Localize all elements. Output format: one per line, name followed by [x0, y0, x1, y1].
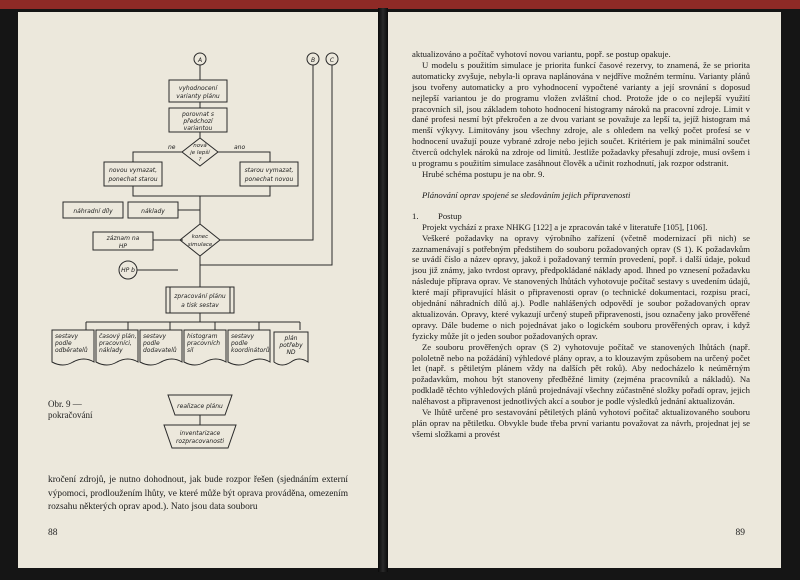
report-1-line-2: podle: [55, 340, 72, 347]
section-title: Plánování oprav spojené se sledováním jejich připravenosti: [422, 189, 631, 200]
inventory-line-2: rozpracovanosti: [175, 438, 225, 445]
inventory-line-1: inventarizace: [179, 430, 221, 437]
report-6-line-3: ND: [286, 349, 296, 356]
report-3-line-2: podle: [143, 340, 160, 347]
connector-a-label: A: [197, 57, 203, 64]
report-5-line-1: sestavy: [231, 333, 255, 340]
right-paragraph-7: Ve lhůtě určené pro sestavování pětiletých plánů vyhotoví počítač aktualizovaného souboru plán oprav na pětiletku. Obvykle bude třeba první variantu považovat za návrh, projednat jej se všemi složkami a provést: [412, 407, 750, 439]
connector-c-label: C: [329, 57, 335, 64]
right-paragraph-5: Veškeré požadavky na opravy výrobního zařízení (včetně modernizací při nich) se zaznamenávají s potřebným předstihem do souboru požadovaných oprav (S 1). K požadavkům se uvádí číslo a název opravy, jakož i požadovaný termín provedení, popř. i další údaje, pokud jsou již známy, jako tvrdost opravy, předpokládané náklady apod. Ihned po vznesení požadavku následuje příprava oprav. Ve stanovených lhůtách vyhotovuje počítač sestavy s uvedením údajů, které mají připravující hlásit o připravenosti oprav (o technické dokumentaci, rozpisu prací, objednání náhradních dílů aj.). Podle nahlášených odpovědí je soubor požadovaných oprav aktualizován. Opravy, které vykazují určený stupeň připravenosti, jsou označeny jako prověřené opravy. Dále budeme o nich pojednávat jako o logickém souboru prověřených oprav, i když fyzicky může jít o jeden soubor požadovaných oprav.: [412, 232, 750, 341]
left-body-text: [48, 474, 348, 515]
decision-end-simulation: [180, 224, 220, 256]
compare-line-2: předchozí: [183, 118, 213, 125]
report-4-line-3: sil: [187, 347, 194, 354]
compare-line-1: porovnat s: [181, 111, 215, 118]
report-3-line-3: dodavatelů: [143, 347, 177, 354]
process-plan-box: [166, 287, 234, 313]
caption-line-2: pokračování: [48, 410, 93, 420]
right-page: [388, 12, 781, 568]
left-paragraph: kročení zdrojů, je nutno dohodnout, jak bude rozpor řešen (sjednáním externí výpomoci, prodloužením lhůty, ve které může být oprava prováděna, omezením rozsahu některých oprav apod.). Nato jsou data souboru: [48, 475, 348, 512]
report-5-line-2: podle: [231, 340, 248, 347]
report-6-line-1: plán: [284, 335, 298, 342]
report-1-line-1: sestavy: [55, 333, 79, 340]
keep-new-line-1: starou vymazat,: [244, 167, 294, 174]
report-4-line-2: pracovních: [187, 340, 221, 347]
realize-plan-label: realizace plánu: [177, 403, 223, 410]
hp-tape-label: HP b: [121, 267, 135, 274]
cover-edge: [0, 0, 800, 9]
report-5-line-3: koordinátorů: [231, 347, 270, 354]
evaluate-line-2: varianty plánu: [176, 93, 220, 100]
left-page-number: 88: [48, 528, 58, 538]
decision-end-line-2: simulace: [187, 242, 213, 248]
costs-label: náklady: [141, 208, 165, 215]
decision-end-line-1: konec: [191, 234, 209, 240]
subsection-heading: [412, 211, 750, 222]
right-paragraph-4: Projekt vychází z praxe NHKG [122] a je zpracován také v literatuře [105], [106].: [422, 221, 708, 232]
label-yes: ano: [234, 144, 246, 151]
decision-new-line-3: ?: [198, 157, 202, 163]
report-1-line-3: odběratelů: [55, 347, 88, 354]
right-paragraph-1: aktualizováno a počítač vyhotoví novou variantu, popř. se postup opakuje.: [412, 49, 671, 59]
report-2-line-2: pracovníci,: [99, 340, 132, 347]
subsection-title: Postup: [438, 210, 462, 221]
decision-new-line-1: nová: [193, 143, 207, 149]
right-paragraph-3: Hrubé schéma postupu je na obr. 9.: [422, 168, 545, 179]
record-hp-line-2: HP: [118, 243, 128, 250]
report-6-line-2: potřeby: [279, 342, 303, 349]
label-no: ne: [168, 144, 176, 151]
keep-new-line-2: ponechat novou: [244, 176, 294, 183]
process-plan-line-2: a tisk sestav: [181, 302, 219, 309]
report-4-line-1: histogram: [187, 333, 218, 340]
book-gutter: [378, 8, 388, 572]
evaluate-line-1: vyhodnocení: [178, 85, 218, 92]
left-page: [18, 12, 378, 568]
subsection-number: 1.: [412, 210, 419, 221]
caption-line-1: Obr. 9 —: [48, 399, 82, 409]
report-2-line-3: náklady: [99, 347, 123, 354]
connector-b-label: B: [310, 57, 316, 64]
figure-caption: [48, 399, 92, 421]
compare-line-3: variantou: [183, 125, 213, 132]
process-plan-line-1: zpracování plánu: [174, 293, 226, 300]
right-paragraph-6: Ze souboru prověřených oprav (S 2) vyhotovuje počítač ve stanovených lhůtách (např. pololetně nebo na požádání) výhledové plány oprav, a to klouzavým způsobem na určený počet let (např. s pětiletým plánem vždy na dalších pět roků). Aby nedocházelo k neúměrným požadavkům, mohou být stanoveny předběžné limity (zejména pracovníků a nákladů). Na podkladě těchto výhledových plánů projednávají všechny zúčastněné složky pořadí oprav, jejich naléhavost a připravenost jednotlivých akcí a soubor je podle výsledků jednání aktualizován.: [412, 341, 750, 407]
report-2-line-1: časový plán,: [99, 333, 137, 340]
right-page-number: 89: [735, 528, 745, 538]
keep-old-line-1: novou vymazat,: [108, 167, 158, 174]
report-3-line-1: sestavy: [143, 333, 167, 340]
decision-new-line-2: je lepší: [190, 150, 210, 156]
right-body-text: [412, 49, 750, 440]
right-paragraph-2: U modelu s použitím simulace je priorita funkcí časové rezervy, to znamená, že se priorita automaticky zvyšuje, nebyla-li oprava naplánována v nejdříve možném termínu. Varianty plánů jsou tvořeny automaticky a pro vyhodnocení vypočtené varianty a její srovnání s doposud nejlepší variantou je do programu vložen zvláštní chod. Protože jde o co nejlepší využití pracovních sil, jsou základem tohoto hodnocení histogramy nároků na pracovní zdroje. Limit v dané profesi nesmí být překročen a ze dvou variant se považuje za lepší ta, jejíž histogram má menší výkyvy. Limitovány jsou všechny zdroje, ale s ohledem na velký počet profesí se v hodnocení uvažují pouze vybrané zdroje nebo jejich součet. Kritériem je pak minimální součet čtverců odchylek nároků na zdroje od limitů. Jestliže požadavky přesahují zdroje, musí ovšem i u programu s použitím simulace zasáhnout člověk a učinit rozhodnutí, jak rozpor odstranit.: [412, 59, 750, 169]
keep-old-line-2: ponechat starou: [108, 176, 158, 183]
spare-parts-label: náhradní díly: [73, 208, 113, 215]
record-hp-line-1: záznam na: [106, 235, 140, 242]
